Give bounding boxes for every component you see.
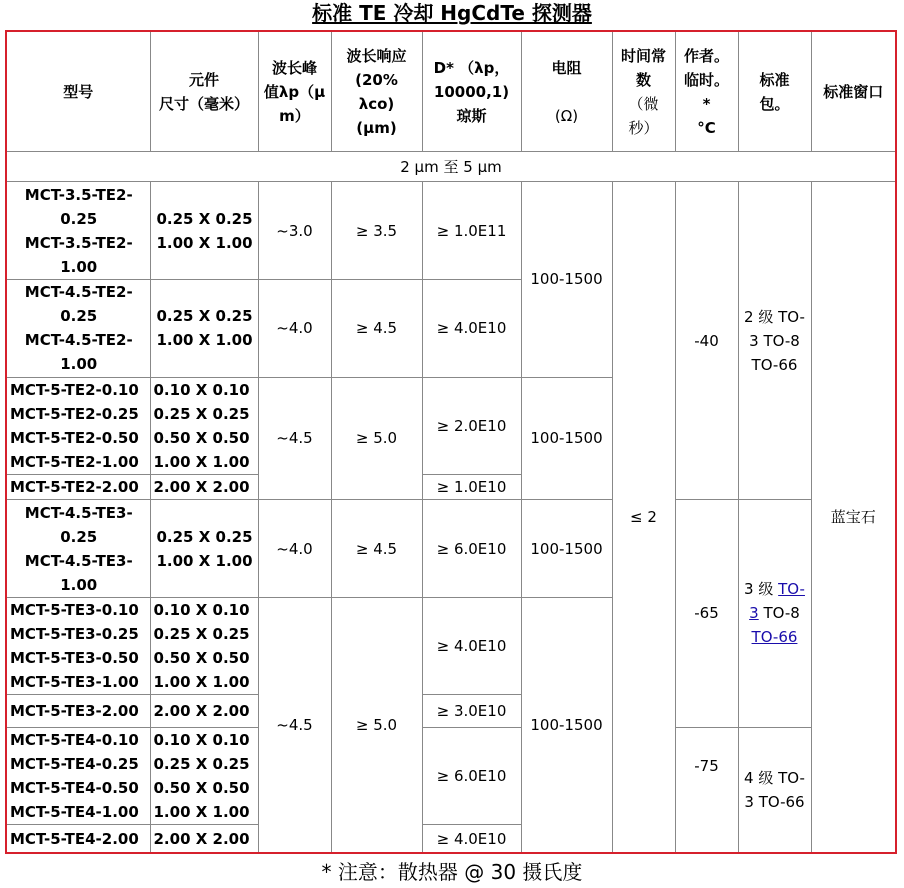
model-cell: MCT-4.5-TE2- 0.25 MCT-4.5-TE2- 1.00 <box>6 279 150 377</box>
peak-cell: ~4.5 <box>258 597 331 853</box>
package-cell: 2 级 TO- 3 TO-8 TO-66 <box>738 182 811 500</box>
response-cell: ≥ 5.0 <box>331 377 422 500</box>
resistance-cell: 100-1500 <box>521 500 612 598</box>
footnote: * 注意：散热器 @ 30 摄氏度 <box>321 860 583 884</box>
package-link-to66[interactable]: TO-66 <box>751 628 798 647</box>
size-cell: 0.10 X 0.10 0.25 X 0.25 0.50 X 0.50 1.00 X 1.00 <box>150 727 258 825</box>
resistance-cell: 100-1500 <box>521 377 612 500</box>
dstar-cell: ≥ 1.0E10 <box>422 475 521 500</box>
table-row <box>6 182 896 280</box>
resistance-cell: 100-1500 <box>521 597 612 853</box>
model-cell: MCT-5-TE4-2.00 <box>6 825 150 853</box>
window-cell: 蓝宝石 <box>811 182 896 853</box>
model-cell: MCT-4.5-TE3- 0.25 MCT-4.5-TE3- 1.00 <box>6 500 150 598</box>
dstar-cell: ≥ 6.0E10 <box>422 727 521 825</box>
peak-cell: ~3.0 <box>258 182 331 280</box>
size-cell: 0.25 X 0.25 1.00 X 1.00 <box>150 279 258 377</box>
response-cell: ≥ 4.5 <box>331 279 422 377</box>
header-time-constant: 时间常 数 （微 秒） <box>612 31 675 152</box>
size-cell: 2.00 X 2.00 <box>150 695 258 727</box>
header-response: 波长响应 (20% λco) (μm) <box>331 31 422 152</box>
temperature-cell: -40 <box>675 182 738 500</box>
section-label: 2 μm 至 5 μm <box>6 152 896 182</box>
header-row <box>6 31 896 152</box>
size-cell: 0.10 X 0.10 0.25 X 0.25 0.50 X 0.50 1.00 X 1.00 <box>150 377 258 475</box>
model-cell: MCT-5-TE4-0.10 MCT-5-TE4-0.25 MCT-5-TE4-0.50 MCT-5-TE4-1.00 <box>6 727 150 825</box>
header-package: 标准 包。 <box>738 31 811 152</box>
detector-spec-table <box>5 30 897 854</box>
dstar-cell: ≥ 4.0E10 <box>422 825 521 853</box>
peak-cell: ~4.5 <box>258 377 331 500</box>
dstar-cell: ≥ 6.0E10 <box>422 500 521 598</box>
peak-cell: ~4.0 <box>258 279 331 377</box>
package-link-to3-cont[interactable]: 3 <box>749 604 759 623</box>
header-size: 元件 尺寸（毫米） <box>150 31 258 152</box>
model-cell: MCT-5-TE2-0.10 MCT-5-TE2-0.25 MCT-5-TE2-0.50 MCT-5-TE2-1.00 <box>6 377 150 475</box>
package-cell: 4 级 TO- 3 TO-66 <box>738 727 811 853</box>
package-link-to3[interactable]: TO- <box>778 580 805 599</box>
size-cell: 0.25 X 0.25 1.00 X 1.00 <box>150 500 258 598</box>
size-cell: 0.25 X 0.25 1.00 X 1.00 <box>150 182 258 280</box>
peak-cell: ~4.0 <box>258 500 331 598</box>
temperature-cell: -75 <box>675 727 738 853</box>
header-model: 型号 <box>6 31 150 152</box>
table-row <box>6 500 896 598</box>
dstar-cell: ≥ 3.0E10 <box>422 695 521 727</box>
size-cell: 2.00 X 2.00 <box>150 825 258 853</box>
temperature-cell: -65 <box>675 500 738 727</box>
package-cell: 3 级 TO- 3 TO-8 TO-66 <box>738 500 811 727</box>
model-cell: MCT-5-TE3-0.10 MCT-5-TE3-0.25 MCT-5-TE3-0.50 MCT-5-TE3-1.00 <box>6 597 150 695</box>
time-constant-cell: ≤ 2 <box>612 182 675 853</box>
model-cell: MCT-3.5-TE2- 0.25 MCT-3.5-TE2- 1.00 <box>6 182 150 280</box>
dstar-cell: ≥ 2.0E10 <box>422 377 521 475</box>
header-peak: 波长峰 值λp（μ m） <box>258 31 331 152</box>
size-cell: 2.00 X 2.00 <box>150 475 258 500</box>
model-cell: MCT-5-TE2-2.00 <box>6 475 150 500</box>
dstar-cell: ≥ 1.0E11 <box>422 182 521 280</box>
header-dstar: D* （λp， 10000,1) 琼斯 <box>422 31 521 152</box>
header-window: 标准窗口 <box>811 31 896 152</box>
page-title: 标准 TE 冷却 HgCdTe 探测器 <box>312 1 592 25</box>
response-cell: ≥ 3.5 <box>331 182 422 280</box>
dstar-cell: ≥ 4.0E10 <box>422 597 521 695</box>
size-cell: 0.10 X 0.10 0.25 X 0.25 0.50 X 0.50 1.00 X 1.00 <box>150 597 258 695</box>
dstar-cell: ≥ 4.0E10 <box>422 279 521 377</box>
header-resistance: 电阻 (Ω) <box>521 31 612 152</box>
model-cell: MCT-5-TE3-2.00 <box>6 695 150 727</box>
section-row <box>6 152 896 182</box>
resistance-cell: 100-1500 <box>521 182 612 377</box>
header-temperature: 作者。 临时。 * °C <box>675 31 738 152</box>
table-row <box>6 727 896 825</box>
response-cell: ≥ 4.5 <box>331 500 422 598</box>
response-cell: ≥ 5.0 <box>331 597 422 853</box>
